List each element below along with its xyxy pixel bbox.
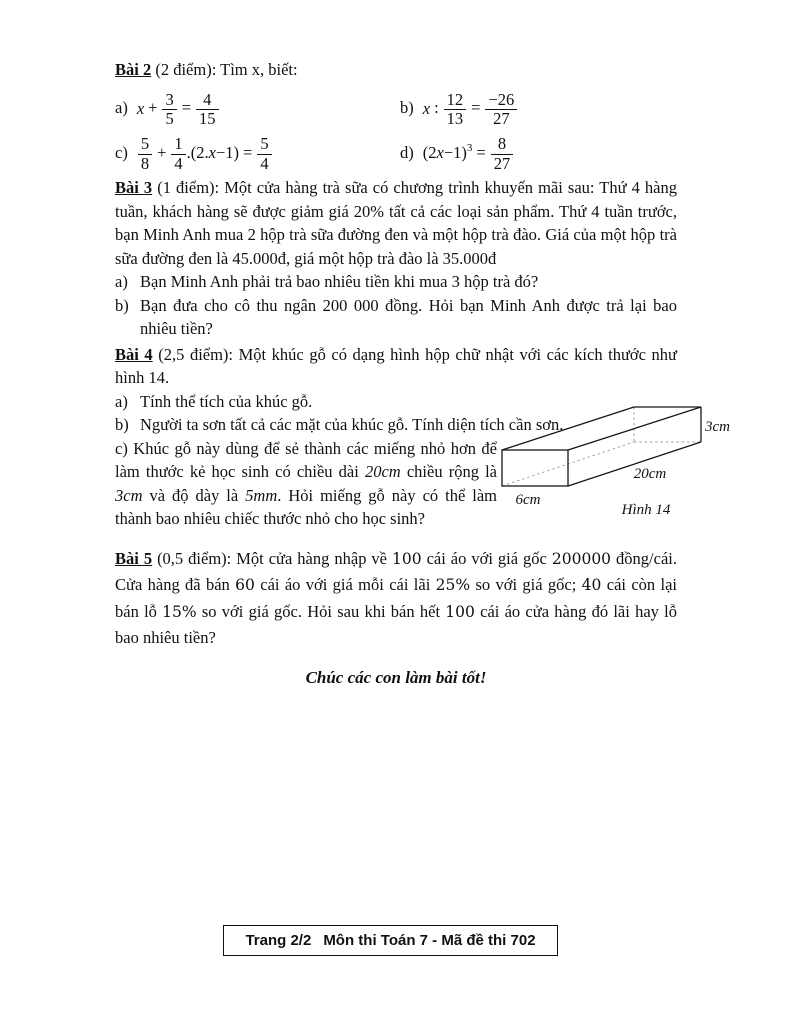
footer-page-number: Trang 2/2 (245, 932, 312, 949)
item-key: b) (115, 415, 129, 435)
equation-a-var: x (136, 98, 145, 118)
equals-operator: = (243, 143, 253, 163)
equation-a-key: a) (115, 98, 128, 118)
bai2-heading (115, 58, 677, 82)
item-text: chiều rộng là (400, 462, 497, 482)
dim-height-label: 3cm (705, 419, 730, 435)
equation-c-open: .(2. (186, 143, 209, 163)
bai3-item-b (115, 294, 677, 341)
visible-edges (502, 407, 701, 486)
dim-width-inline: 3cm (115, 485, 143, 505)
item-text: . Hỏi miếng gỗ này có thể làm thành bao nhiêu chiếc thước nhỏ cho học sinh? (115, 485, 497, 529)
item-key: a) (115, 391, 128, 411)
bai4-label: Bài 4 (115, 344, 153, 364)
dim-thickness-inline: 5mm (245, 485, 278, 505)
equation-d-key: d) (400, 143, 414, 163)
equation-d-open: (2 (422, 143, 437, 163)
front-face (502, 450, 568, 486)
bai4-item-c (115, 437, 497, 531)
hidden-edges (502, 407, 701, 486)
footer-box (223, 925, 558, 956)
fraction: $\frac{4}{15}$ (195, 91, 220, 129)
equals-operator: = (181, 98, 192, 118)
item-key: a) (115, 272, 128, 292)
equation-c-key: c) (115, 143, 128, 163)
bai2-intro: (2 điểm): Tìm x, biết: (151, 60, 298, 79)
equals-operator: = (476, 143, 486, 163)
fraction: $\frac{12}{13}$ (443, 91, 468, 129)
page-content (115, 58, 677, 688)
footer-exam-info: Môn thi Toán 7 - Mã đề thi 702 (323, 932, 536, 949)
closing-wish: Chúc các con làm bài tốt! (305, 667, 487, 687)
bai4-paragraph (115, 343, 677, 390)
box-figure (495, 397, 740, 523)
rectangular-prism-drawing (495, 397, 740, 523)
number: 100 (445, 602, 475, 621)
dim-width-label: 6cm (515, 492, 541, 508)
item-text: Người ta sơn tất cả các mặt của khúc gỗ. Tính diện tích cần sơn. (140, 415, 564, 435)
item-text: và độ dày là (142, 485, 246, 505)
equation-b (400, 89, 677, 129)
fraction: $\frac{1}{4}$ (170, 135, 186, 173)
equation-c-var: x (208, 143, 216, 163)
equation-b-var: x (422, 98, 431, 118)
number: 25% (435, 576, 471, 595)
divide-operator: : (434, 98, 439, 118)
fraction: $\frac{3}{5}$ (161, 91, 177, 129)
bai2-equation-row-1 (115, 89, 677, 129)
bai3-item-a (115, 270, 677, 294)
item-text: Tính thể tích của khúc gỗ. (140, 391, 313, 411)
bai3-text: (1 điểm): Một cửa hàng trà sữa có chương trình khuyến mãi sau: Thứ 4 hàng tuần, khách hàng sẽ được giảm giá 20% tất cả các loại sản phẩm. Thứ 4 tuần trước, bạn Minh Anh mua 2 hộp trà sữa đường đen và một hộp trà đào. Giá của một hộp trà sữa đường đen là 45.000đ, giá một hộp trà đào là 35.000đ (115, 178, 678, 268)
number: 200000 (551, 549, 612, 568)
equation-c-close: −1) (215, 143, 240, 163)
bai5-label: Bài 5 (115, 548, 153, 568)
number: 40 (581, 576, 602, 595)
fraction: $\frac{-26}{27}$ (484, 91, 518, 129)
bai5-paragraph: Bài 5 (0,5 điểm): Một cửa hàng nhập về 100 cái áo với giá gốc 200000 đồng/cái. Cửa hàng đã bán 60 cái áo với giá mỗi cái lãi 25% so với giá gốc; 40 cái còn lại bán lỗ 15% so với giá gốc. Hỏi sau khi bán hết 100 cái áo cửa hàng đó lãi hay lỗ bao nhiêu tiền? (115, 548, 677, 648)
number: 15% (162, 602, 197, 621)
equation-c (115, 133, 400, 173)
item-text: Bạn đưa cho cô thu ngân 200 000 đồng. Hỏi bạn Minh Anh được trả lại bao nhiêu tiền? (140, 295, 677, 339)
exponent: 3 (466, 142, 473, 155)
plus-operator: + (157, 143, 167, 163)
equals-operator: = (471, 98, 481, 118)
equation-b-key: b) (400, 98, 414, 118)
dim-length-inline: 20cm (364, 462, 401, 482)
equation-a (115, 89, 400, 129)
equation-d (400, 133, 677, 173)
item-key: c) (115, 438, 128, 458)
equation-d-var: x (436, 143, 444, 163)
bai3-label: Bài 3 (115, 178, 153, 198)
bai4-text: (2,5 điểm): Một khúc gỗ có dạng hình hộp chữ nhật với các kích thước như hình 14. (115, 344, 677, 388)
figure-caption: Hình 14 (621, 502, 671, 518)
bai3-paragraph (115, 176, 677, 270)
number: 60 (235, 576, 255, 595)
equation-d-close: −1) (443, 143, 467, 163)
item-text: Khúc gỗ này dùng để sẻ thành các miếng nhỏ hơn để làm thước kẻ học sinh có chiều dài (115, 438, 497, 482)
number: 100 (392, 549, 422, 568)
fraction: $\frac{5}{8}$ (137, 135, 153, 173)
item-text: Bạn Minh Anh phải trả bao nhiêu tiền khi mua 3 hộp trà đó? (140, 272, 539, 292)
dim-length-label: 20cm (633, 466, 667, 482)
fraction: $\frac{8}{27}$ (490, 135, 515, 173)
plus-operator: + (148, 98, 158, 118)
bai2-equation-row-2 (115, 133, 677, 173)
item-key: b) (115, 295, 129, 315)
fraction: $\frac{5}{4}$ (256, 135, 272, 173)
bai2-label: Bài 2 (115, 60, 152, 79)
